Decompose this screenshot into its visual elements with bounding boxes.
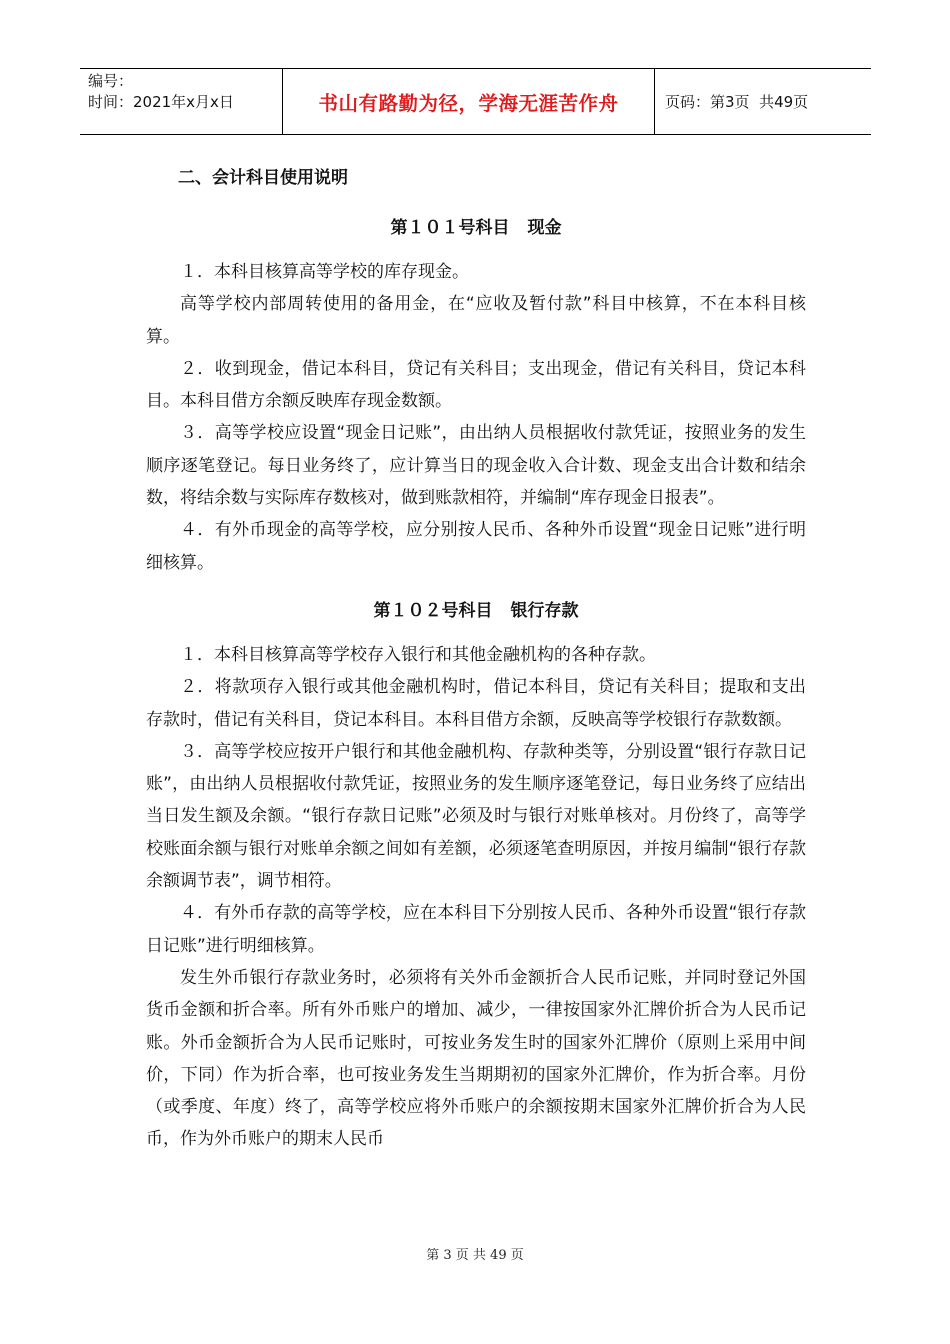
paragraph: １．本科目核算高等学校存入银行和其他金融机构的各种存款。 xyxy=(180,644,656,665)
header-meta xyxy=(80,69,282,134)
paragraph: 发生外币银行存款业务时，必须将有关外币金额折合人民币记账，并同时登记外国货币金额和折合率。所有外币账户的增加、减少，一律按国家外汇牌价折合为人民币记账。外币金额折合为人民币记账时，可按业务发生时的国家外汇牌价（原则上采用中间价，下同）作为折合率，也可按业务发生当期期初的国家外汇牌价，作为折合率。月份（或季度、年度）终了，高等学校应将外币账户的余额按期末国家外汇牌价折合为人民币，作为外币账户的期末人民币 xyxy=(146,967,806,1150)
document-body xyxy=(146,160,806,1156)
subject-102-name: 银行存款 xyxy=(510,600,579,621)
subject-101-title xyxy=(146,210,806,246)
page-info-text: 页码：第3页 共49页 xyxy=(665,93,809,111)
paragraph: ４．有外币现金的高等学校，应分别按人民币、各种外币设置“现金日记账”进行明细核算。 xyxy=(146,520,806,573)
paragraph: ２．将款项存入银行或其他金融机构时，借记本科目，贷记有关科目；提取和支出存款时，借记有关科目，贷记本科目。本科目借方余额，反映高等学校银行存款数额。 xyxy=(146,677,806,730)
paragraph: ２．收到现金，借记本科目，贷记有关科目；支出现金，借记有关科目，贷记本科目。本科目借方余额反映库存现金数额。 xyxy=(146,358,806,412)
paragraph: ３．高等学校应设置“现金日记账”，由出纳人员根据收付款凭证，按照业务的发生顺序逐笔登记。每日业务终了，应计算当日的现金收入合计数、现金支出合计数和结余数，将结余数与实际库存数核对，做到账款相符，并编制“库存现金日报表”。 xyxy=(146,423,806,509)
header-page-info xyxy=(655,69,871,134)
section-title: 二、会计科目使用说明 xyxy=(178,168,348,188)
number-label: 编号： xyxy=(88,72,134,90)
subject-102-title xyxy=(146,593,806,629)
header-motto: 书山有路勤为径，学海无涯苦作舟 xyxy=(282,69,655,134)
page-footer: 第 3 页 共 49 页 xyxy=(426,1248,524,1263)
time-label: 时间：2021年x月x日 xyxy=(88,93,234,111)
subject-101-number: 第１０１号科目 xyxy=(390,218,510,238)
paragraph: 高等学校内部周转使用的备用金，在“应收及暂付款”科目中核算，不在本科目核算。 xyxy=(146,294,806,347)
paragraph: ４．有外币存款的高等学校，应在本科目下分别按人民币、各种外币设置“银行存款日记账”进行明细核算。 xyxy=(146,903,806,956)
paragraph: １．本科目核算高等学校的库存现金。 xyxy=(180,262,469,282)
paragraph: ３．高等学校应按开户银行和其他金融机构、存款种类等，分别设置“银行存款日记账”，由出纳人员根据收付款凭证，按照业务的发生顺序逐笔登记，每日业务终了应结出当日发生额及余额。“银行存款日记账”必须及时与银行对账单核对。月份终了，高等学校账面余额与银行对账单余额之间如有差额，必须逐笔查明原因，并按月编制“银行存款余额调节表”，调节相符。 xyxy=(146,741,806,892)
page-header xyxy=(80,68,871,135)
subject-102-number: 第１０２号科目 xyxy=(373,600,493,621)
subject-101-name: 现金 xyxy=(527,218,562,238)
